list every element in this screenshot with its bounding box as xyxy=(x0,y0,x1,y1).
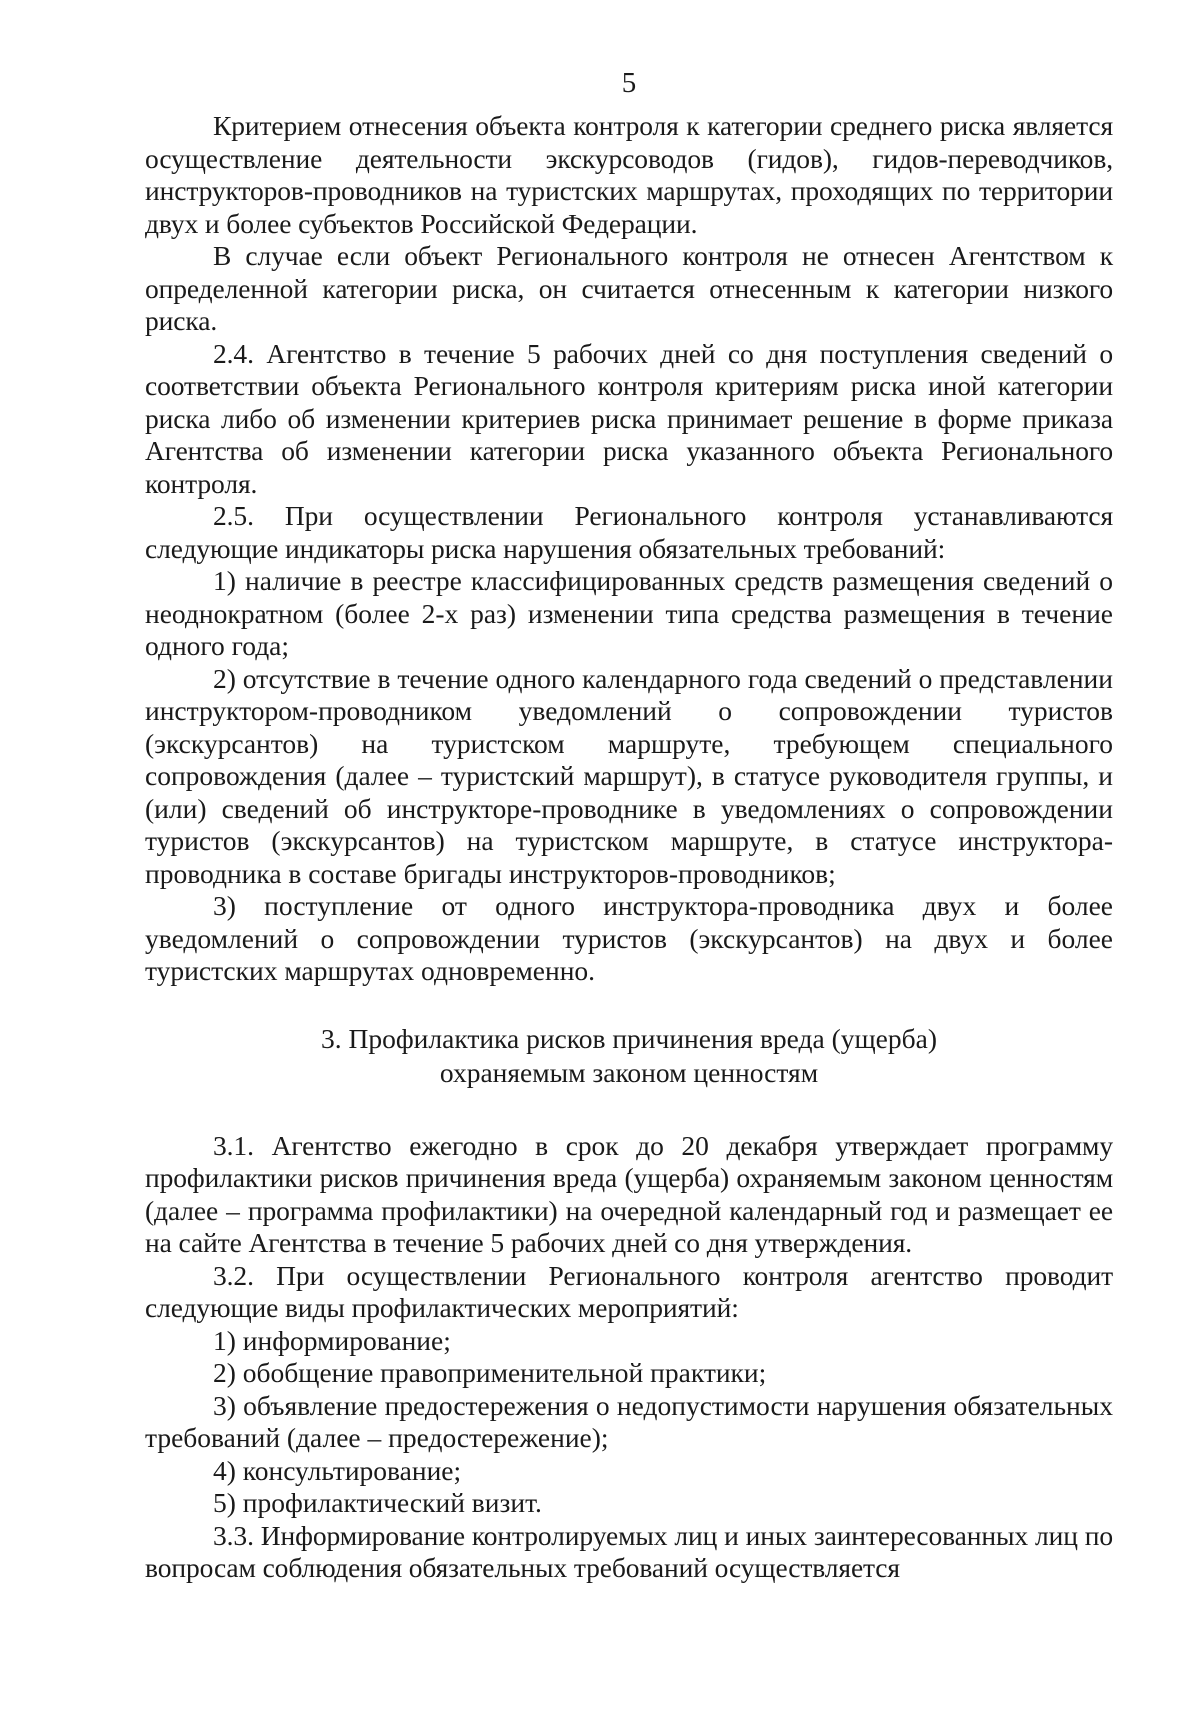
prevention-measure-5: 5) профилактический визит. xyxy=(213,1487,542,1518)
risk-indicator-3: 3) поступление от одного инструктора-проводника двух и более уведомлений о сопровождении туристов (экскурсантов) на двух и более туристских маршрутах одновременно. xyxy=(145,890,1113,986)
section-heading-line-1: 3. Профилактика рисков причинения вреда (ущерба) xyxy=(321,1022,937,1054)
paragraph-medium-risk-criterion: Критерием отнесения объекта контроля к категории среднего риска является осуществление деятельности экскурсоводов (гидов), гидов-переводчиков, инструкторов-проводников на туристских маршрутах, проходящих по территории двух и более субъектов Российской Федерации. xyxy=(145,110,1113,239)
prevention-measure-4: 4) консультирование; xyxy=(213,1454,462,1486)
prevention-measure-1: 1) информирование; xyxy=(213,1324,451,1356)
page-number: 5 xyxy=(621,67,637,99)
paragraph-2-4: 2.4. Агентство в течение 5 рабочих дней со дня поступления сведений о соответствии объекта Регионального контроля критериям риска иной категории риска либо об изменении критериев риска принимает решение в форме приказа Агентства об изменении категории риска указанного объекта Регионального контроля. xyxy=(145,337,1113,499)
risk-indicator-1: 1) наличие в реестре классифицированных средств размещения сведений о неоднократном (более 2-х раз) изменении типа средства размещения в течение одного года; xyxy=(145,565,1113,661)
paragraph-3-2: 3.2. При осуществлении Регионального контроля агентство проводит следующие виды профилактических мероприятий: xyxy=(145,1259,1113,1323)
prevention-measure-3: 3) объявление предостережения о недопустимости нарушения обязательных требований (далее – предостережение); xyxy=(145,1389,1113,1453)
section-heading-3 xyxy=(145,1022,1113,1090)
paragraph-low-risk-default: В случае если объект Регионального контроля не отнесен Агентством к определенной категории риска, он считается отнесенным к категории низкого риска. xyxy=(145,240,1113,336)
paragraph-3-1: 3.1. Агентство ежегодно в срок до 20 декабря утверждает программу профилактики рисков причинения вреда (ущерба) охраняемым законом ценностям (далее – программа профилактики) на очередной календарный год и размещает ее на сайте Агентства в течение 5 рабочих дней со дня утверждения. xyxy=(145,1129,1113,1258)
paragraph-2-5: 2.5. При осуществлении Регионального контроля устанавливаются следующие индикаторы риска нарушения обязательных требований: xyxy=(145,500,1113,564)
risk-indicator-2: 2) отсутствие в течение одного календарного года сведений о представлении инструктором-проводником уведомлений о сопровождении туристов (экскурсантов) на туристском маршруте, требующем специального сопровождения (далее – туристский маршрут), в статусе руководителя группы, и (или) сведений об инструкторе-проводнике в уведомлениях о сопровождении туристов (экскурсантов) на туристском маршруте, в статусе инструктора-проводника в составе бригады инструкторов-проводников; xyxy=(145,662,1113,889)
section-heading-line-2: охраняемым законом ценностям xyxy=(439,1056,819,1088)
document-page xyxy=(145,66,1113,1585)
prevention-measure-2: 2) обобщение правоприменительной практики; xyxy=(213,1357,767,1388)
paragraph-3-3: 3.3. Информирование контролируемых лиц и иных заинтересованных лиц по вопросам соблюдения обязательных требований осуществляется xyxy=(145,1519,1113,1583)
